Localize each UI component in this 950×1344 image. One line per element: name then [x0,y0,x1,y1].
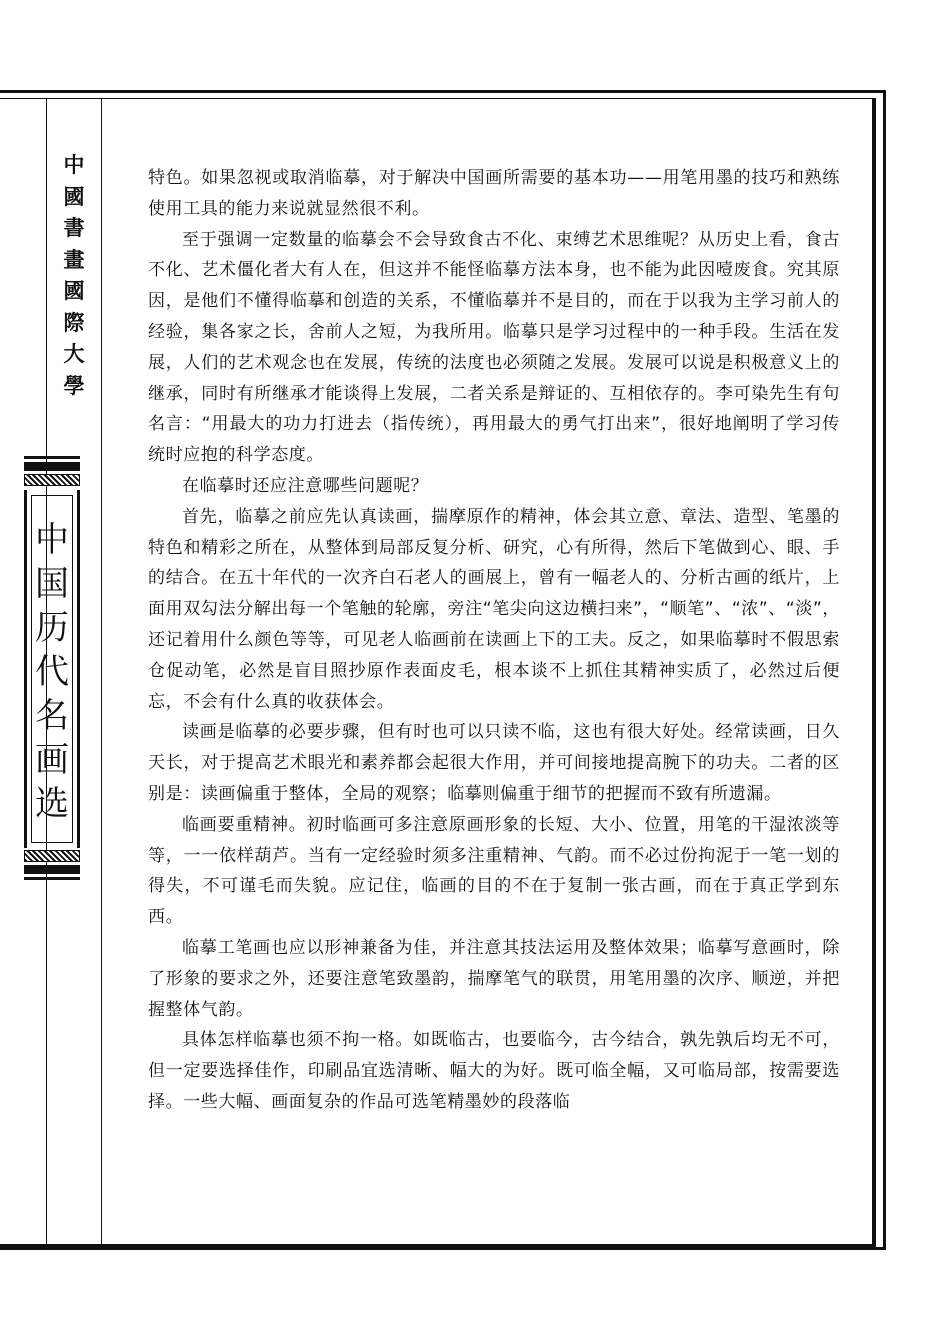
paragraph: 在临摹时还应注意哪些问题呢？ [182,475,429,496]
paragraph: 至于强调一定数量的临摹会不会导致食古不化、束缚艺术思维呢？从历史上看，食古不化、艺术僵化者大有人在，但这并不能怪临摹方法本身，也不能为此因噎废食。究其原因，是他们不懂得临摹和创造的关系，不懂临摹并不是目的，而在于以我为主学习前人的经验，集各家之长，舍前人之短，为我所用。临摹只是学习过程中的一种手段。生活在发展，人们的艺术观念也在发展，传统的法度也必须随之发展。发展可以说是积极意义上的继承，同时有所继承才能谈得上发展，二者关系是辩证的、互相依存的。李可染先生有句名言：“用最大的功力打进去（指传统），再用最大的勇气打出来”，很好地阐明了学习传统时应抱的科学态度。 [148,229,840,466]
paragraph: 具体怎样临摹也须不拘一格。如既临古，也要临今，古今结合，孰先孰后均无不可，但一定要选择佳作，印刷品宜选清晰、幅大的为好。既可临全幅，又可临局部，按需要选择。一些大幅、画面复杂的作品可选笔精墨妙的段落临 [148,1030,840,1112]
series-title: 中 国 历 代 名 画 选 [35,520,69,824]
sidebar-right-rule [101,99,102,1245]
ornament-hatch-top [24,474,80,486]
ornament-rule-bottom-thick [24,865,80,874]
paragraph: 特色。如果忽视或取消临摹，对于解决中国画所需要的基本功——用笔用墨的技巧和熟练使用工具的能力来说就显然很不利。 [148,168,840,219]
ornament-hatch-bottom [24,850,80,862]
university-name: 中 國 書 畫 國 際 大 學 [63,153,85,398]
paragraph: 临画要重精神。初时临画可多注意原画形象的长短、大小、位置，用笔的干湿浓淡等等，一一依样葫芦。当有一定经验时须多注重精神、气韵。而不必过份拘泥于一笔一划的得失，不可谨毛而失貌。应记住，临画的目的不在于复制一张古画，而在于真正学到东西。 [148,814,840,928]
ornament-rule-top-thick [24,462,80,471]
paragraph: 临摹工笔画也应以形神兼备为佳，并注意其技法运用及整体效果；临摹写意画时，除了形象的要求之外，还要注意笔致墨韵，揣摩笔气的联贯，用笔用墨的次序、顺逆，并把握整体气韵。 [148,937,840,1020]
paragraph: 首先，临摹之前应先认真读画，揣摩原作的精神，体会其立意、章法、造型、笔墨的特色和精彩之所在，从整体到局部反复分析、研究，心有所得，然后下笔做到心、眼、手的结合。在五十年代的一次齐白石老人的画展上，曾有一幅老人的、分析古画的纸片，上面用双勾法分解出每一个笔触的轮廓，旁注“笔尖向这边横扫来”，“顺笔”、“浓”、“淡”，还记着用什么颜色等等，可见老人临画前在读画上下的工夫。反之，如果临摹时不假思索仓促动笔，必然是盲目照抄原作表面皮毛，根本谈不上抓住其精神实质了，必然过后便忘，不会有什么真的收获体会。 [148,506,840,712]
paragraph: 读画是临摹的必要步骤，但有时也可以只读不临，这也有很大好处。经常读画，日久天长，对于提高艺术眼光和素养都会起很大作用，并可间接地提高腕下的功夫。二者的区别是：读画偏重于整体，全局的观察；临摹则偏重于细节的把握而不致有所遗漏。 [148,722,840,804]
ornament-rule-top-thin [24,456,80,459]
ornament-rule-bottom-thin [24,877,80,880]
body-text [148,163,840,1118]
